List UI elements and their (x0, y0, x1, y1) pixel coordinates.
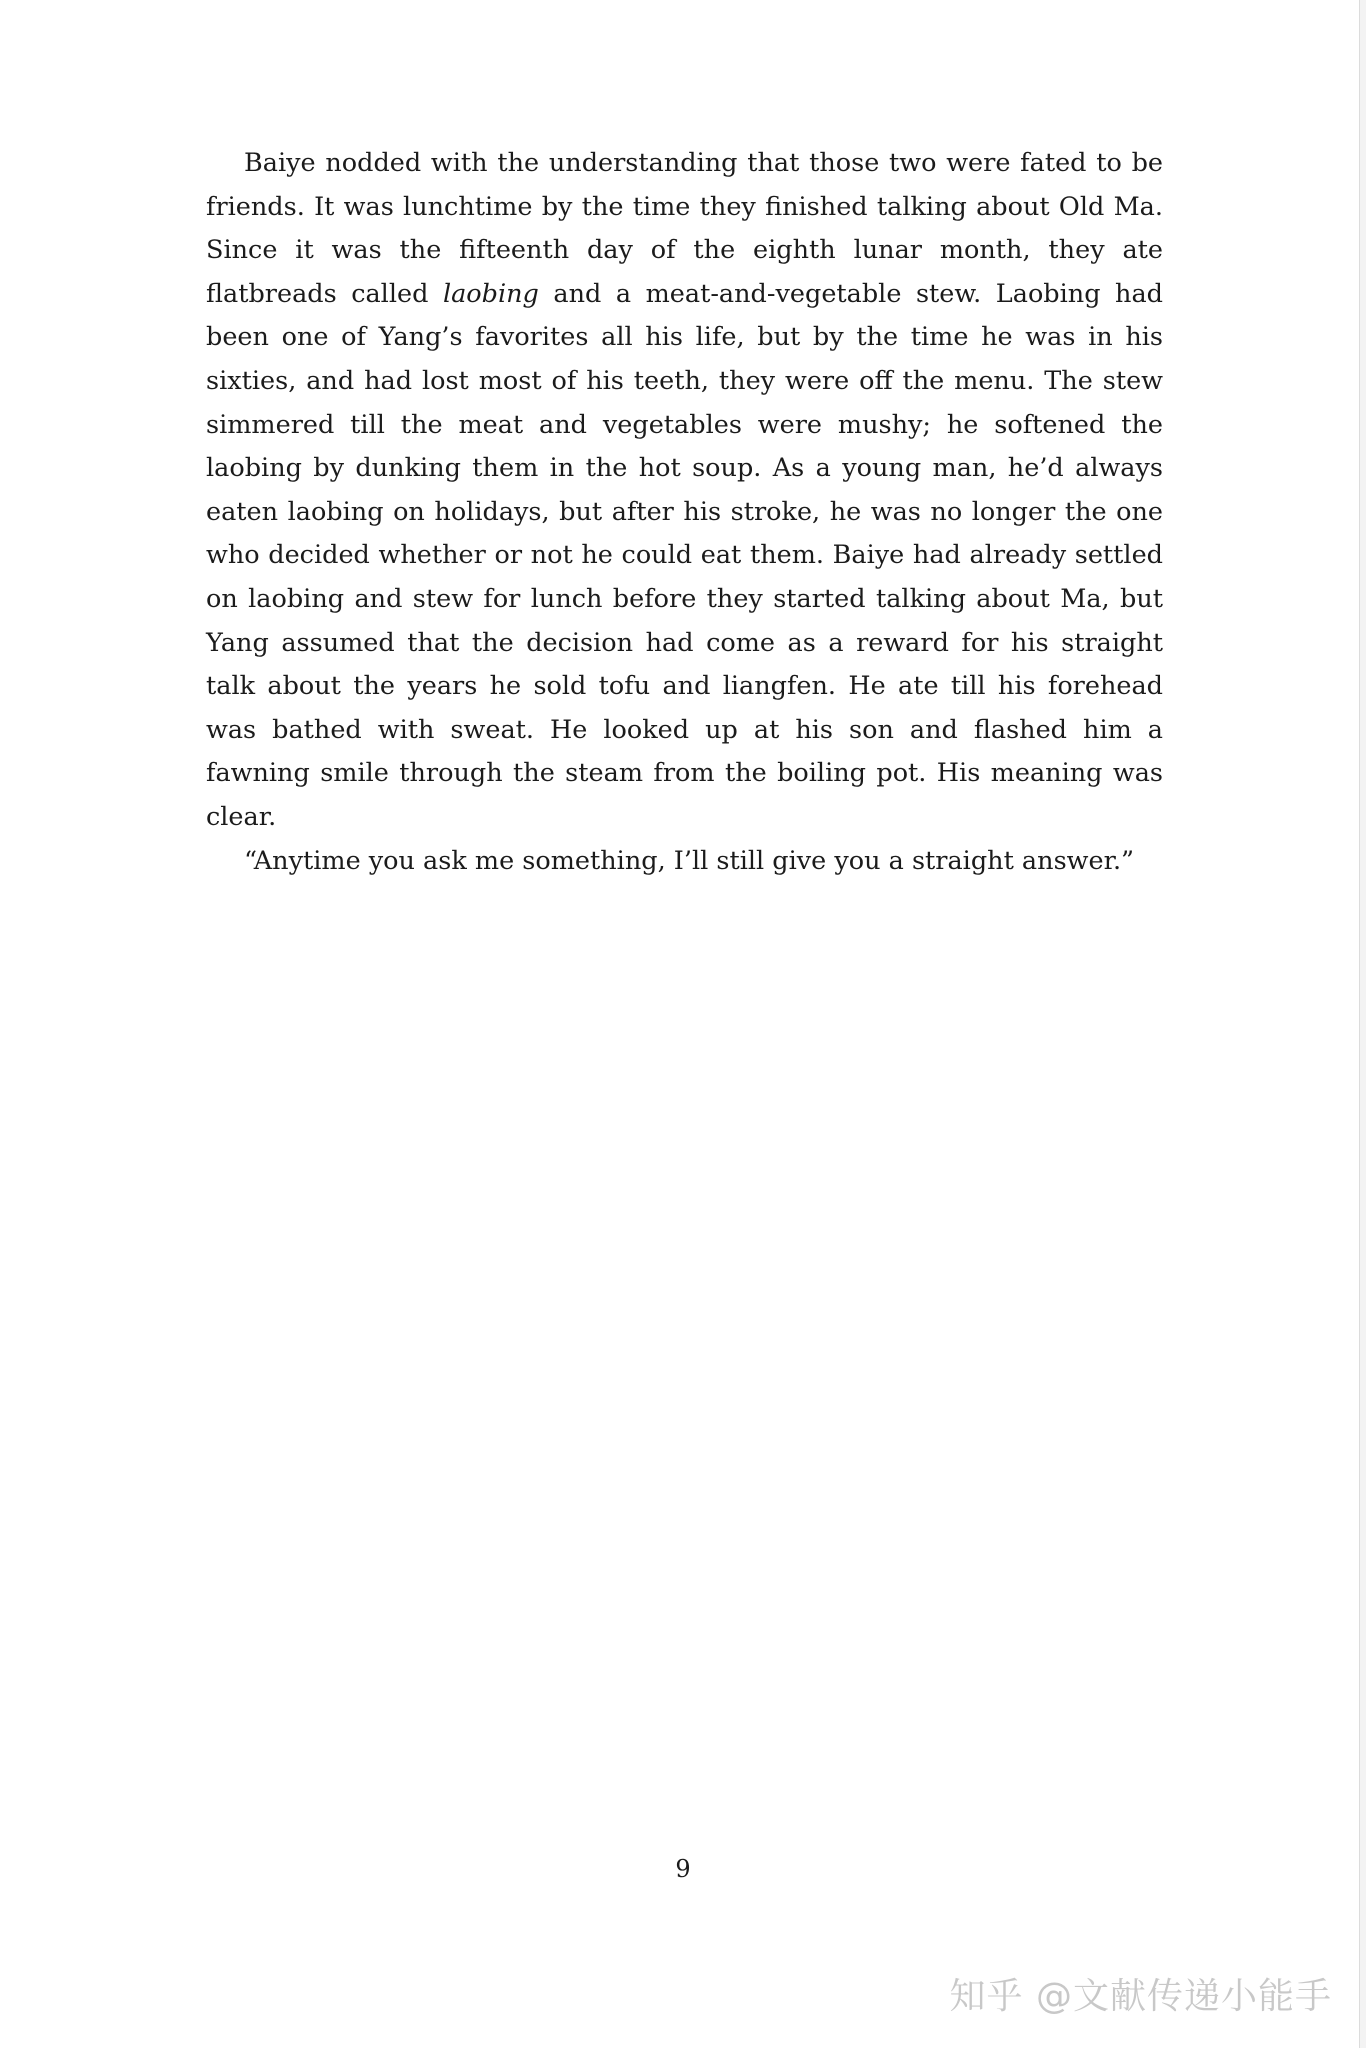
paragraph-1 (206, 142, 1163, 840)
watermark: 知乎 @文献传递小能手 (949, 1976, 1332, 2017)
page-number: 9 (675, 1855, 691, 1883)
paragraph-2-dialogue: “Anytime you ask me something, I’ll still give you a straight answer.” (244, 845, 1135, 876)
body-text (206, 142, 1163, 883)
page-edge (1359, 0, 1366, 2048)
paragraph-1-text-a: Baiye nodded with the understanding that those two were fated to be friends. It was lunchtime by the time they finished talking about Old Ma. Since it was the fifteenth day of the eighth lunar month, they ate flatbreads called (206, 148, 1163, 309)
italic-term-laobing: laobing (442, 278, 539, 309)
paragraph-1-text-b: and a meat-and-vegetable stew. Laobing had been one of Yang’s favorites all his life, but by the time he was in his sixties, and had lost most of his teeth, they were off the menu. The stew simmered till the meat and vegetables were mushy; he softened the laobing by dunking them in the hot soup. As a young man, he’d always eaten laobing on holidays, but after his stroke, he was no longer the one who decided whether or not he could eat them. Baiye had already settled on laobing and stew for lunch before they started talking about Ma, but Yang assumed that the decision had come as a reward for his straight talk about the years he sold tofu and liangfen. He ate till his forehead was bathed with sweat. He looked up at his son and flashed him a fawning smile through the steam from the boiling pot. His meaning was clear. (206, 278, 1163, 832)
